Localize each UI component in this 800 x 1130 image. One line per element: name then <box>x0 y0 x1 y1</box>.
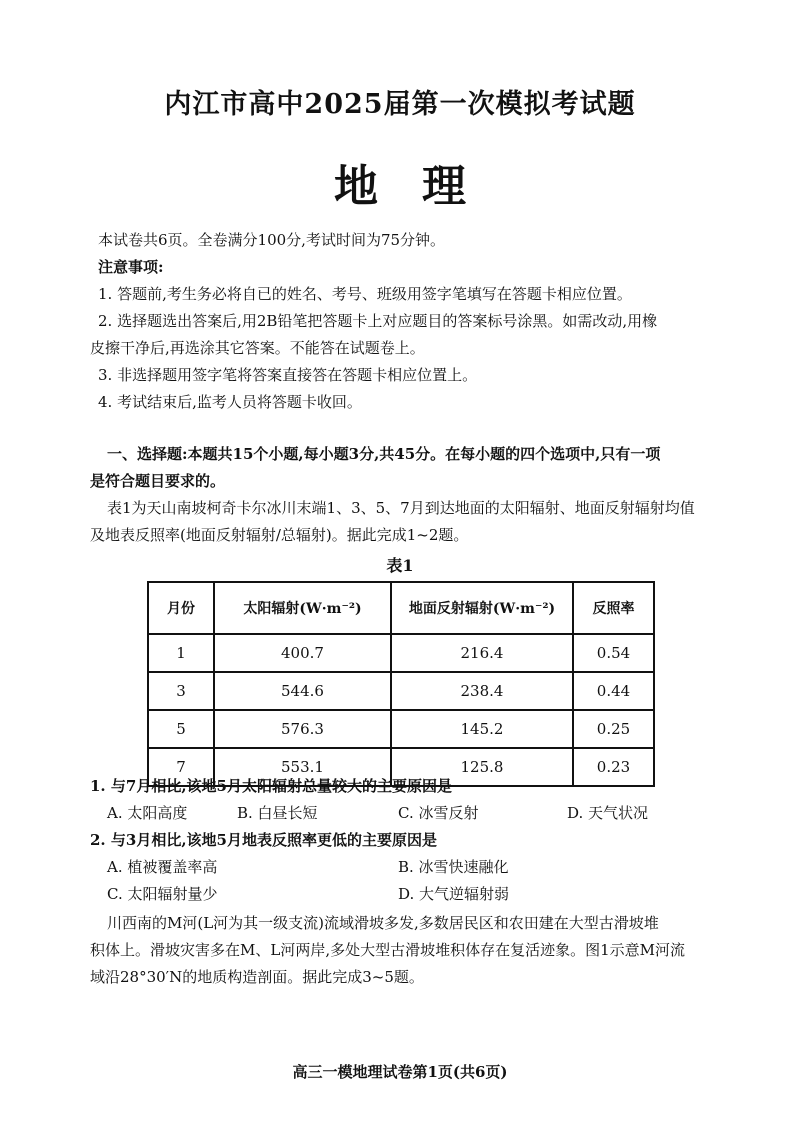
exam-title: 内江市高中2025届第一次模拟考试题 <box>164 89 636 120</box>
table-cell: 553.1 <box>214 748 391 786</box>
question-2-option-a: A. 植被覆盖率高 <box>107 858 218 876</box>
notes-heading: 注意事项: <box>98 258 164 276</box>
note-2-line-1: 2. 选择题选出答案后,用2B铅笔把答题卡上对应题目的答案标号涂黑。如需改动,用橡 <box>98 312 658 330</box>
table-cell: 125.8 <box>391 748 573 786</box>
note-3: 3. 非选择题用签字笔将答案直接答在答题卡相应位置上。 <box>98 366 478 384</box>
table-header-cell: 太阳辐射(W·m⁻²) <box>214 582 391 634</box>
table-cell: 5 <box>148 710 214 748</box>
table-cell: 0.25 <box>573 710 654 748</box>
table-cell: 400.7 <box>214 634 391 672</box>
section-1 <box>90 441 735 549</box>
table-row <box>148 634 654 672</box>
question-1-option-b: B. 白昼长短 <box>237 804 318 822</box>
passage-2 <box>90 910 735 991</box>
question-1-stem: 1. 与7月相比,该地5月太阳辐射总量较大的主要原因是 <box>90 777 452 795</box>
table-cell: 145.2 <box>391 710 573 748</box>
question-2-option-c: C. 太阳辐射量少 <box>107 885 218 903</box>
radiation-table <box>147 581 655 787</box>
table-cell: 216.4 <box>391 634 573 672</box>
table-header-cell: 月份 <box>148 582 214 634</box>
table-cell: 238.4 <box>391 672 573 710</box>
note-4: 4. 考试结束后,监考人员将答题卡收回。 <box>98 393 362 411</box>
question-2-option-b: B. 冰雪快速融化 <box>398 858 509 876</box>
exam-intro: 本试卷共6页。全卷满分100分,考试时间为75分钟。 <box>98 231 446 249</box>
note-1: 1. 答题前,考生务必将自已的姓名、考号、班级用签字笔填写在答题卡相应位置。 <box>98 285 632 303</box>
table-row <box>148 710 654 748</box>
table-header-row <box>148 582 654 634</box>
table-row <box>148 672 654 710</box>
page-footer: 高三一模地理试卷第1页(共6页) <box>292 1063 508 1081</box>
table-cell: 544.6 <box>214 672 391 710</box>
passage-2-line-1: 川西南的M河(L河为其一级支流)流域滑坡多发,多数居民区和农田建在大型古滑坡堆 <box>107 914 659 932</box>
question-2-option-d: D. 大气逆辐射弱 <box>398 885 510 903</box>
table-caption: 表1 <box>386 556 414 575</box>
question-1-option-d: D. 天气状况 <box>567 804 649 822</box>
question-2-stem: 2. 与3月相比,该地5月地表反照率更低的主要原因是 <box>90 831 437 849</box>
note-2-line-2: 皮擦干净后,再选涂其它答案。不能答在试题卷上。 <box>90 339 425 357</box>
table-intro-line-2: 及地表反照率(地面反射辐射/总辐射)。据此完成1~2题。 <box>90 526 469 544</box>
table-cell: 7 <box>148 748 214 786</box>
table-cell: 1 <box>148 634 214 672</box>
section-1-heading-line-1: 一、选择题:本题共15个小题,每小题3分,共45分。在每小题的四个选项中,只有一项 <box>107 445 661 463</box>
table-cell: 0.54 <box>573 634 654 672</box>
table-intro-line-1: 表1为天山南坡柯奇卡尔冰川末端1、3、5、7月到达地面的太阳辐射、地面反射辐射均值 <box>107 499 695 517</box>
table-header-cell: 地面反射辐射(W·m⁻²) <box>391 582 573 634</box>
subject-title: 地理 <box>334 161 510 212</box>
question-1-option-c: C. 冰雪反射 <box>398 804 479 822</box>
question-1-option-a: A. 太阳高度 <box>107 804 188 822</box>
table-cell: 576.3 <box>214 710 391 748</box>
passage-2-line-2: 积体上。滑坡灾害多在M、L河两岸,多处大型古滑坡堆积体存在复活迹象。图1示意M河流 <box>90 941 685 959</box>
table-cell: 3 <box>148 672 214 710</box>
table-cell: 0.44 <box>573 672 654 710</box>
table-cell: 0.23 <box>573 748 654 786</box>
instructions <box>90 227 726 416</box>
table-header-cell: 反照率 <box>573 582 654 634</box>
passage-2-line-3: 域沿28°30′N的地质构造剖面。据此完成3~5题。 <box>90 968 424 986</box>
section-1-heading-line-2: 是符合题目要求的。 <box>90 472 226 490</box>
